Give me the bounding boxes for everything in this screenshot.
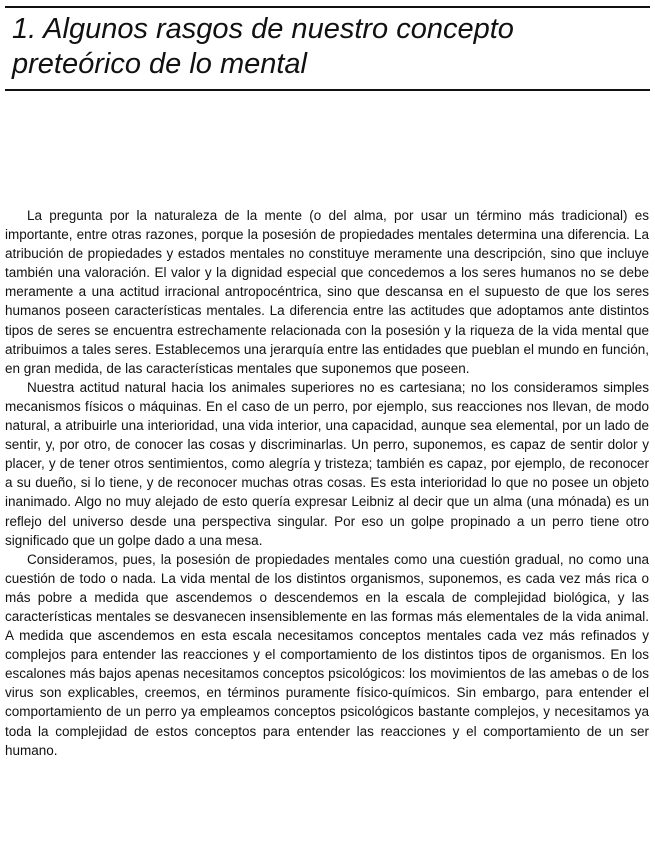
paragraph: La pregunta por la naturaleza de la mente (o del alma, por usar un término más tradicional) es importante, entre otras razones, porque la posesión de propiedades mentales determina una diferencia. La atribución de propiedades y estados mentales no constituye meramente una descripción, sino que incluye también una valoración. El valor y la dignidad especial que concedemos a los seres humanos no se debe meramente a una actitud irracional antropocéntrica, sino que descansa en el supuesto de que los seres humanos poseen características mentales. La diferencia entre las actitudes que adoptamos ante distintos tipos de seres se encuentra estrechamente relacionada con la posesión y la riqueza de la vida mental que atribuimos a tales seres. Establecemos una jerarquía entre las entidades que pueblan el mundo en función, en gran medida, de las características mentales que suponemos que poseen. <box>5 208 649 376</box>
chapter-title-line-2: preteórico de lo mental <box>12 48 307 80</box>
paragraph: Consideramos, pues, la posesión de propiedades mentales como una cuestión gradual, no como una cuestión de todo o nada. La vida mental de los distintos organismos, suponemos, es cada vez más rica o más pobre a medida que ascendemos o descendemos en la escala de complejidad biológica, y las características mentales se desvanecen insensiblemente en las formas más elementales de la vida animal. A medida que ascendemos en esta escala necesitamos conceptos mentales cada vez más refinados y complejos para entender las reacciones y el comportamiento de los distintos tipos de organismos. En los escalones más bajos apenas necesitamos conceptos psicológicos: los movimientos de las amebas o de los virus son explicables, creemos, en términos puramente físico-químicos. Sin embargo, para entender el comportamiento de un perro ya empleamos conceptos psicológicos bastante complejos, y necesitamos ya toda la complejidad de estos conceptos para entender las reacciones y el comportamiento de un ser humano. <box>5 551 649 758</box>
chapter-title <box>12 12 642 82</box>
paragraph: Nuestra actitud natural hacia los animales superiores no es cartesiana; no los consideramos simples mecanismos físicos o máquinas. En el caso de un perro, por ejemplo, sus reacciones nos llevan, de modo natural, a atribuirle una interioridad, una vida interior, una capacidad, aunque sea elemental, por un lado de sentir, y, por otro, de conocer las cosas y discriminarlas. Un perro, suponemos, es capaz de sentir dolor y placer, y de tener otros sentimientos, como alegría y tristeza; también es capaz, por ejemplo, de reconocer a su dueño, si lo tiene, y de reconocer muchas otras cosas. Es esta interioridad lo que no posee un objeto inanimado. Algo no muy alejado de esto quería expresar Leibniz al decir que un alma (una mónada) es un reflejo del universo desde una perspectiva singular. Por eso un golpe propinado a un perro tiene otro significado que un golpe dado a una mesa. <box>5 379 649 548</box>
header-bottom-rule <box>5 89 650 91</box>
chapter-title-line-1: 1. Algunos rasgos de nuestro concepto <box>12 13 514 45</box>
chapter-body <box>5 206 649 760</box>
header-top-rule <box>5 6 650 8</box>
